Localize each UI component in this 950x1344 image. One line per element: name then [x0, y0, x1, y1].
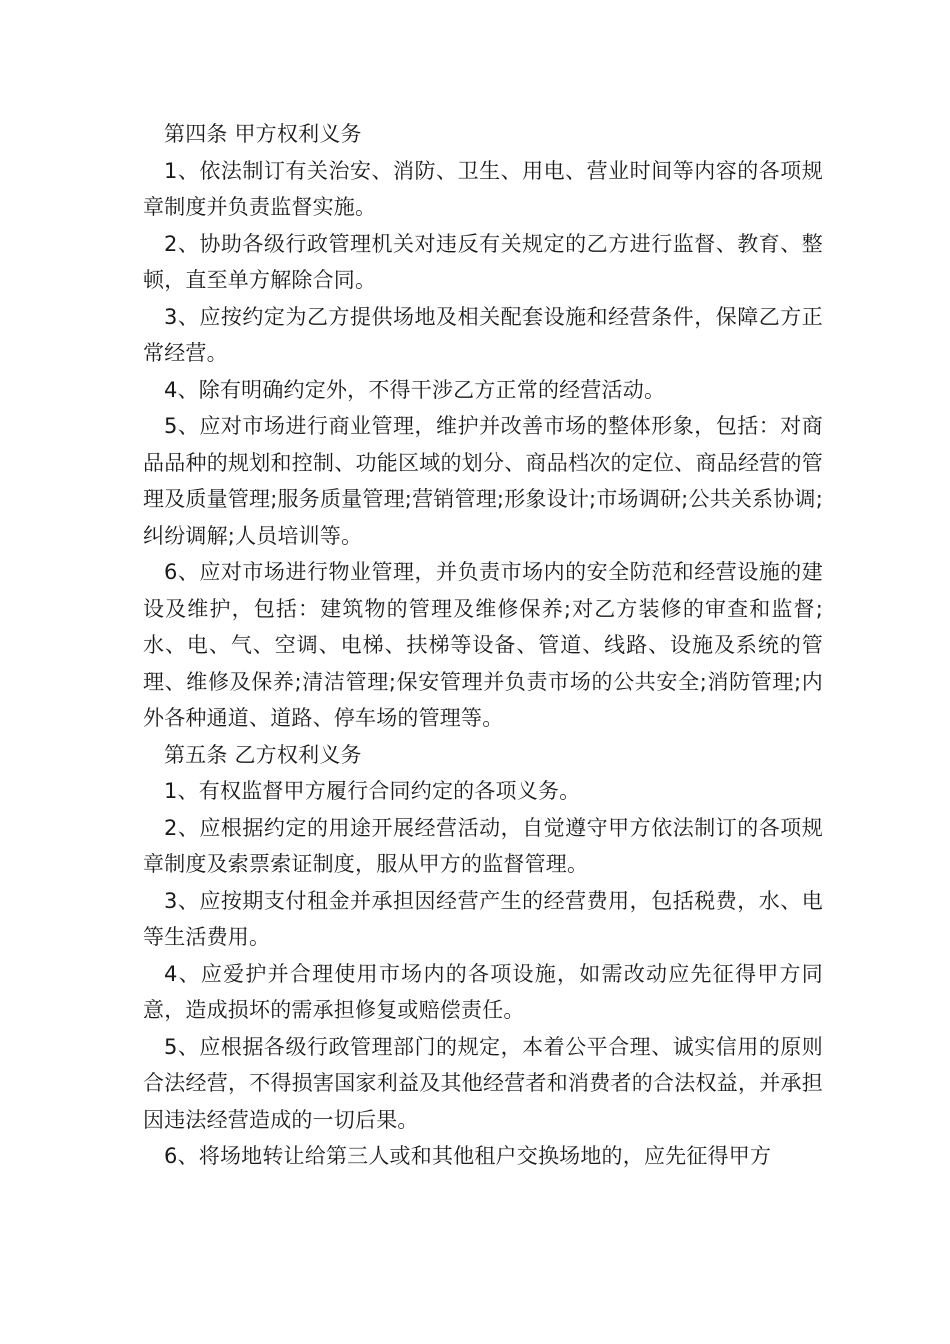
article-5-clause-2: 2、应根据约定的用途开展经营活动，自觉遵守甲方依法制订的各项规章制度及索票索证制度，服从甲方的监督管理。: [143, 815, 823, 876]
article-4-clause-6: 6、应对市场进行物业管理，并负责市场内的安全防范和经营设施的建设及维护，包括：建筑物的管理及维修保养;对乙方装修的审查和监督;水、电、气、空调、电梯、扶梯等设备、管道、线路、设施及系统的管理、维修及保养;清洁管理;保安管理并负责市场的公共安全;消防管理;内外各种通道、道路、停车场的管理等。: [143, 560, 823, 730]
document-body: [143, 116, 823, 1175]
article-4-clause-1: 1、依法制订有关治安、消防、卫生、用电、营业时间等内容的各项规章制度并负责监督实施。: [143, 158, 823, 219]
article-5-clause-4: 4、应爱护并合理使用市场内的各项设施，如需改动应先征得甲方同意，造成损坏的需承担修复或赔偿责任。: [143, 961, 823, 1022]
article-4-heading: 第四条 甲方权利义务: [164, 122, 362, 146]
article-5-heading: 第五条 乙方权利义务: [164, 742, 362, 767]
article-4-clause-2: 2、协助各级行政管理机关对违反有关规定的乙方进行监督、教育、整顿，直至单方解除合同。: [143, 231, 823, 292]
article-4-clause-3: 3、应按约定为乙方提供场地及相关配套设施和经营条件，保障乙方正常经营。: [143, 304, 823, 365]
article-4-clause-5: 5、应对市场进行商业管理，维护并改善市场的整体形象，包括：对商品品种的规划和控制、功能区域的划分、商品档次的定位、商品经营的管理及质量管理;服务质量管理;营销管理;形象设计;市场调研;公共关系协调;纠纷调解;人员培训等。: [143, 414, 823, 548]
article-5-clause-5: 5、应根据各级行政管理部门的规定，本着公平合理、诚实信用的原则合法经营，不得损害国家利益及其他经营者和消费者的合法权益，并承担因违法经营造成的一切后果。: [143, 1034, 823, 1132]
article-4-clause-4: 4、除有明确约定外，不得干涉乙方正常的经营活动。: [164, 377, 666, 402]
article-5-clause-6: 6、将场地转让给第三人或和其他租户交换场地的，应先征得甲方: [164, 1144, 772, 1168]
article-5-clause-1: 1、有权监督甲方履行合同约定的各项义务。: [164, 779, 581, 803]
article-5-clause-3: 3、应按期支付租金并承担因经营产生的经营费用，包括税费，水、电等生活费用。: [143, 888, 823, 949]
